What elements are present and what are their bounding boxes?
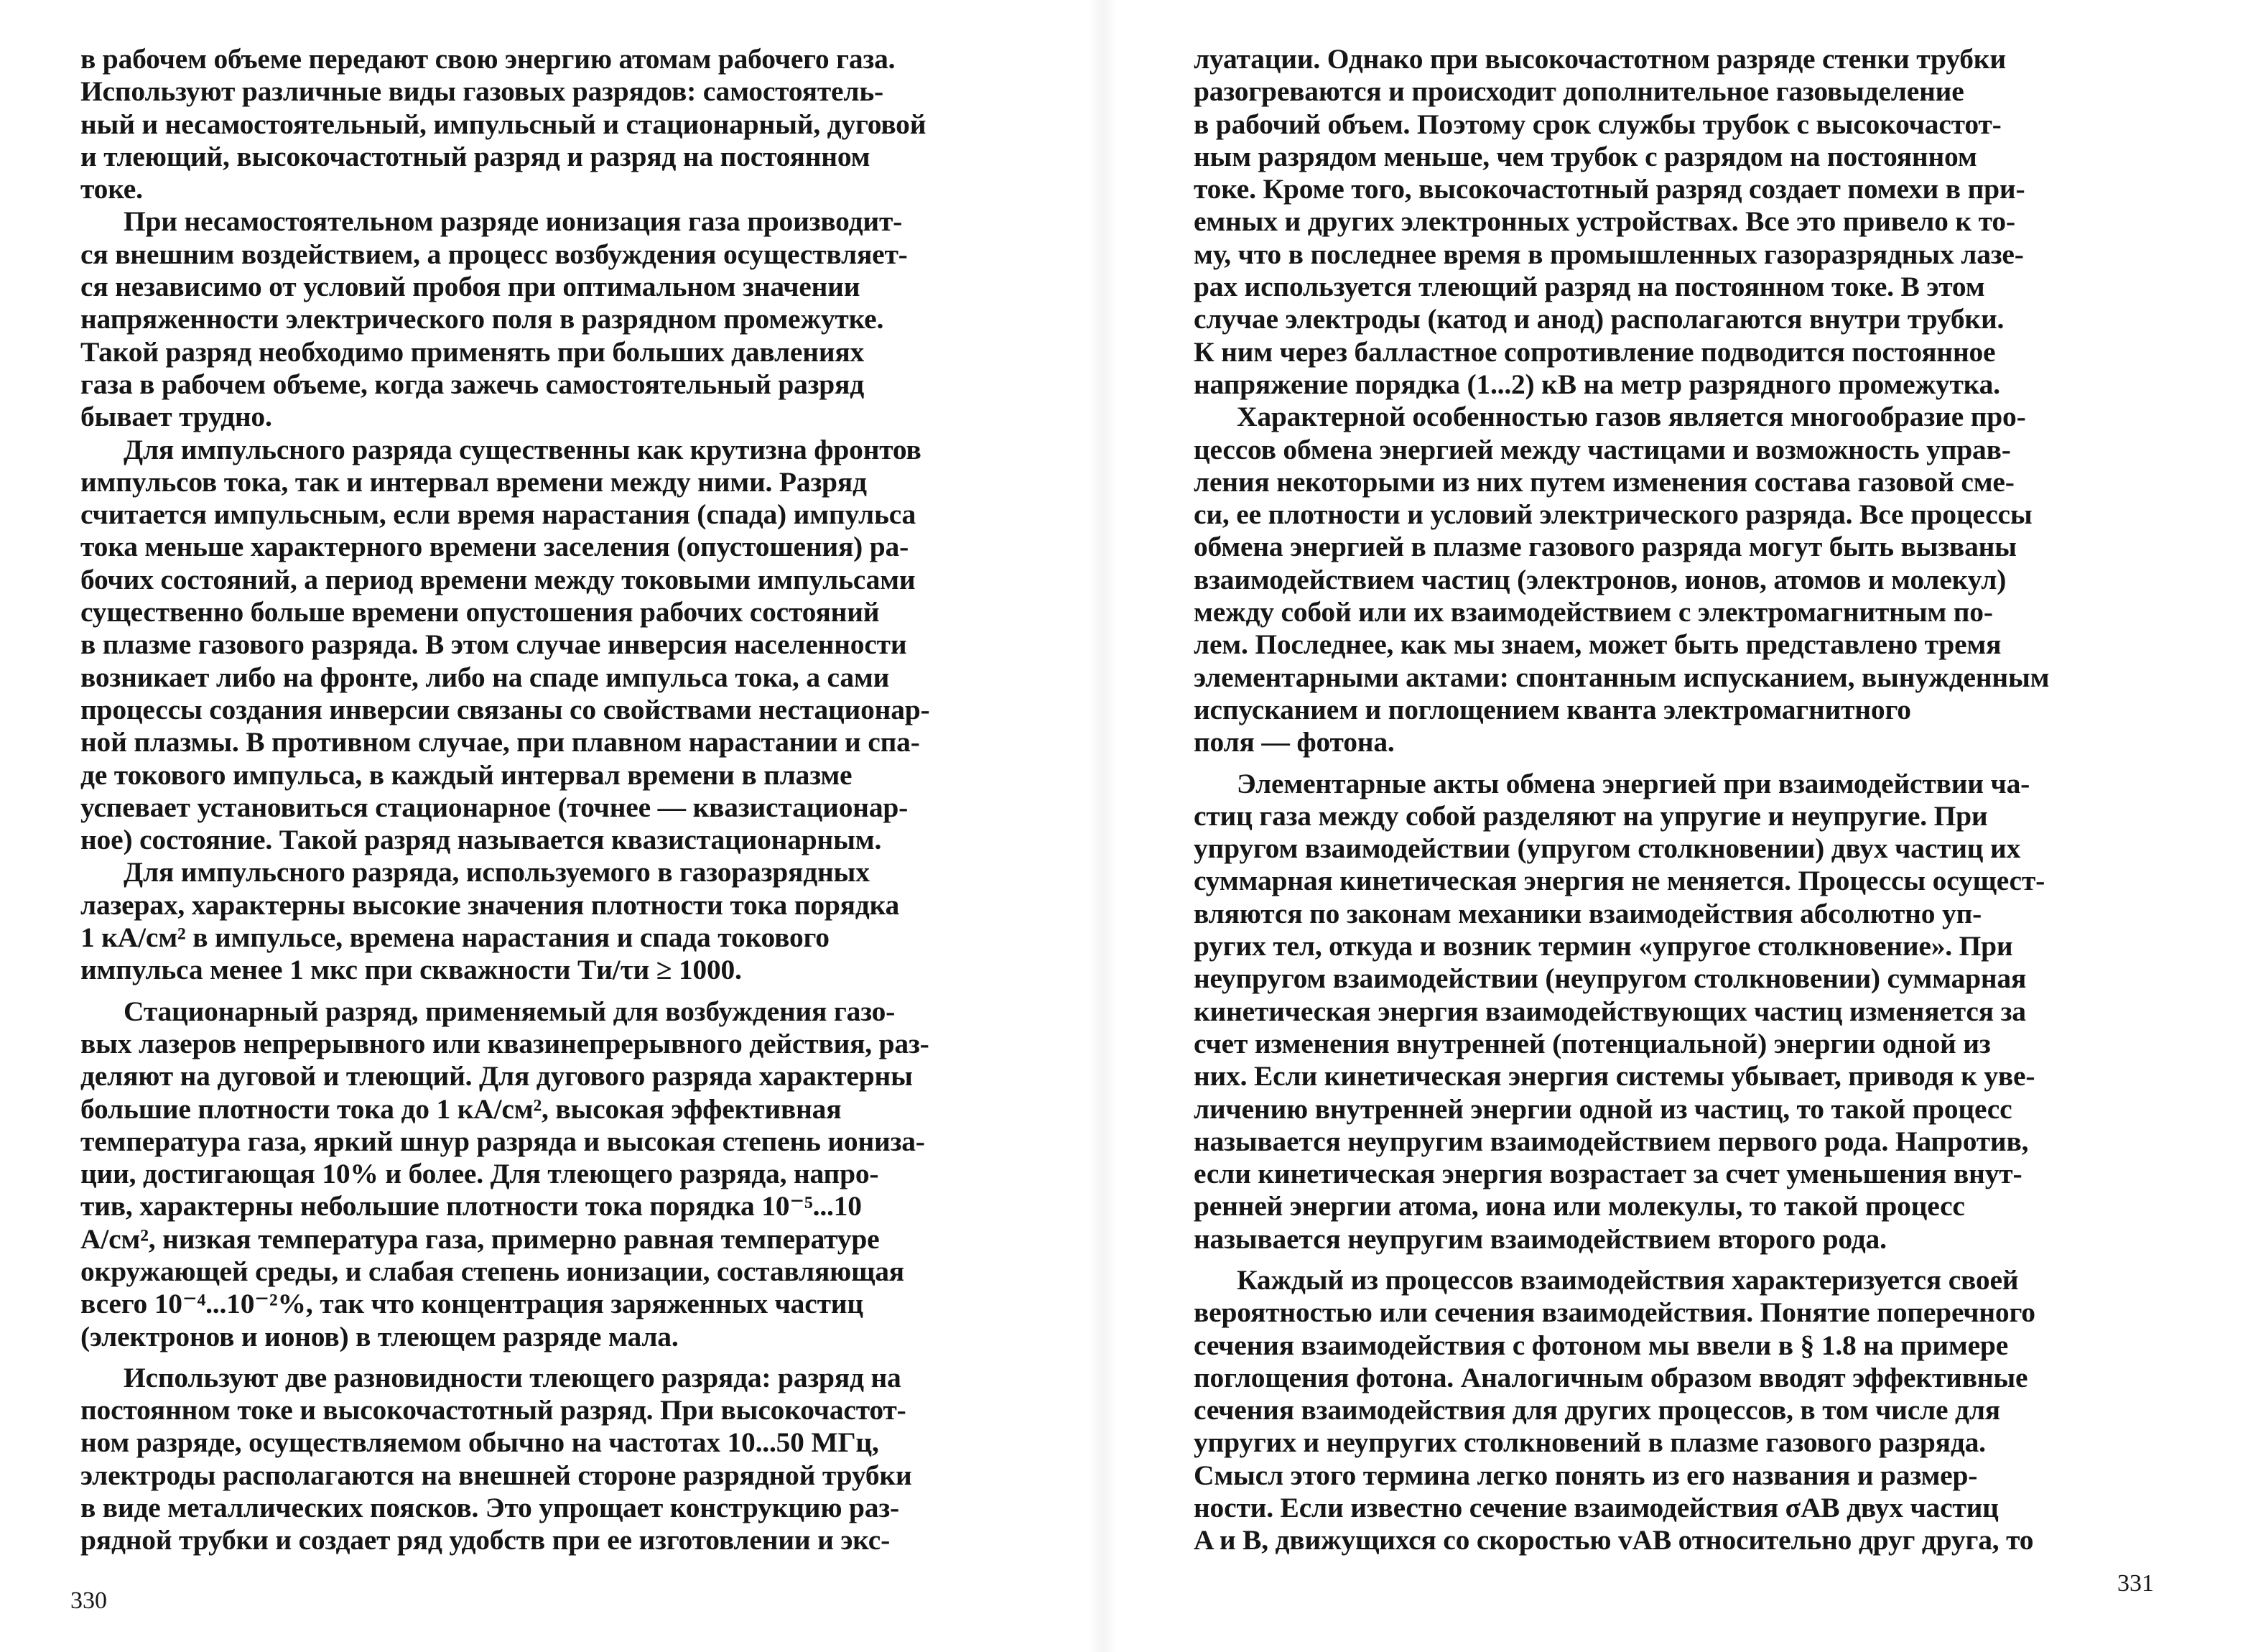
text-line: токе. Кроме того, высокочастотный разряд создает помехи в при- xyxy=(1194,173,2025,205)
text-line: всего 10⁻⁴...10⁻²%, так что концентрация заряженных частиц xyxy=(80,1288,863,1320)
text-line: ренней энергии атома, иона или молекулы, то такой процесс xyxy=(1194,1190,1965,1222)
text-line: большие плотности тока до 1 кА/см², высокая эффективная xyxy=(80,1092,842,1125)
text-line: и тлеющий, высокочастотный разряд и разряд на постоянном xyxy=(80,140,870,172)
text-line: А/см², низкая температура газа, примерно равная температуре xyxy=(80,1222,880,1255)
text-line: испусканием и поглощением кванта электромагнитного xyxy=(1194,693,1911,725)
text-line: ное) состояние. Такой разряд называется квазистационарным. xyxy=(80,824,882,856)
text-line: сечения взаимодействия для других процессов, в том числе для xyxy=(1194,1394,2000,1426)
text-line: называется неупругим взаимодействием первого рода. Напротив, xyxy=(1194,1125,2029,1157)
text-line: процессы создания инверсии связаны со свойствами нестационар- xyxy=(80,693,930,725)
text-line: деляют на дуговой и тлеющий. Для дугового разряда характерны xyxy=(80,1060,913,1092)
text-line: ным разрядом меньше, чем трубок с разрядом на постоянном xyxy=(1194,140,1977,172)
text-line: существенно больше времени опустошения рабочих состояний xyxy=(80,596,880,628)
text-line: успевает установиться стационарное (точнее — квазистационар- xyxy=(80,791,909,823)
text-line: рядной трубки и создает ряд удобств при ее изготовлении и экс- xyxy=(80,1524,891,1556)
text-line: импульса менее 1 мкс при скважности Tи/τи ≥ 1000. xyxy=(80,954,742,986)
text-line: поглощения фотона. Аналогичным образом вводят эффективные xyxy=(1194,1361,2028,1393)
text-line: в виде металлических поясков. Это упрощает конструкцию раз- xyxy=(80,1492,899,1524)
text-line: ругих тел, откуда и возник термин «упругое столкновение». При xyxy=(1194,930,2013,962)
text-line: Каждый из процессов взаимодействия характеризуется своей xyxy=(1237,1263,2019,1296)
text-line: Такой разряд необходимо применять при больших давлениях xyxy=(80,335,865,368)
text-line: Элементарные акты обмена энергией при взаимодействии ча- xyxy=(1237,767,2030,799)
text-line: Используют различные виды газовых разрядов: самостоятель- xyxy=(80,75,883,108)
text-line: ся внешним воздействием, а процесс возбуждения осуществляет- xyxy=(80,238,908,270)
text-line: тока меньше характерного времени заселения (опустошения) ра- xyxy=(80,531,909,563)
text-line: называется неупругим взаимодействием второго рода. xyxy=(1194,1222,1887,1255)
text-line: ной плазмы. В противном случае, при плавном нарастании и спа- xyxy=(80,726,920,758)
text-line: между собой или их взаимодействием с электромагнитным по- xyxy=(1194,596,1993,628)
text-line: К ним через балластное сопротивление подводится постоянное xyxy=(1194,335,1996,368)
text-line: в плазме газового разряда. В этом случае инверсия населенности xyxy=(80,628,907,661)
text-line: взаимодействием частиц (электронов, ионов, атомов и молекул) xyxy=(1194,563,2007,595)
text-line: случае электроды (катод и анод) располагаются внутри трубки. xyxy=(1194,303,2005,335)
text-line: суммарная кинетическая энергия не меняется. Процессы осущест- xyxy=(1194,865,2045,897)
text-line: напряженности электрического поля в разрядном промежутке. xyxy=(80,303,884,335)
text-line: рах используется тлеющий разряд на постоянном токе. В этом xyxy=(1194,271,1985,303)
text-line: A и B, движущихся со скоростью vAB относительно друг друга, то xyxy=(1194,1524,2034,1556)
text-line: вых лазеров непрерывного или квазинепрерывного действия, раз- xyxy=(80,1027,929,1059)
text-line: му, что в последнее время в промышленных газоразрядных лазе- xyxy=(1194,238,2024,270)
text-line: возникает либо на фронте, либо на спаде импульса тока, а сами xyxy=(80,661,890,693)
text-line: Стационарный разряд, применяемый для возбуждения газо- xyxy=(124,995,896,1027)
text-line: ный и несамостоятельный, импульсный и стационарный, дуговой xyxy=(80,108,926,140)
text-line: При несамостоятельном разряде ионизация газа производит- xyxy=(124,205,903,238)
text-line: электроды располагаются на внешней стороне разрядной трубки xyxy=(80,1459,912,1491)
text-line: в рабочий объем. Поэтому срок службы трубок с высокочастот- xyxy=(1194,108,2002,140)
text-line: ления некоторыми из них путем изменения состава газовой сме- xyxy=(1194,465,2015,498)
text-line: напряжение порядка (1...2) кВ на метр разрядного промежутка. xyxy=(1194,368,2000,400)
text-line: цессов обмена энергией между частицами и возможность управ- xyxy=(1194,433,2011,465)
text-line: де токового импульса, в каждый интервал времени в плазме xyxy=(80,758,853,791)
text-line: токе. xyxy=(80,173,143,205)
text-line: сечения взаимодействия с фотоном мы ввели в § 1.8 на примере xyxy=(1194,1329,2009,1361)
text-line: Смысл этого термина легко понять из его названия и размер- xyxy=(1194,1459,1978,1491)
left-page-number: 330 xyxy=(70,1587,107,1614)
text-line: счет изменения внутренней (потенциальной) энергии одной из xyxy=(1194,1027,1991,1059)
text-line: си, ее плотности и условий электрического разряда. Все процессы xyxy=(1194,498,2033,531)
text-line: стиц газа между собой разделяют на упругие и неупругие. При xyxy=(1194,799,1988,832)
text-line: вляются по законам механики взаимодействия абсолютно уп- xyxy=(1194,897,1982,929)
right-page-text xyxy=(1194,43,2165,1557)
text-line: упругих и неупругих столкновений в плазме газового разряда. xyxy=(1194,1426,1986,1459)
text-line: луатации. Однако при высокочастотном разряде стенки трубки xyxy=(1194,43,2006,75)
text-line: окружающей среды, и слабая степень ионизации, составляющая xyxy=(80,1255,904,1287)
text-line: ности. Если известно сечение взаимодействия σAB двух частиц xyxy=(1194,1492,1999,1524)
text-line: импульсов тока, так и интервал времени между ними. Разряд xyxy=(80,465,867,498)
text-line: Используют две разновидности тлеющего разряда: разряд на xyxy=(124,1361,901,1393)
text-line: тив, характерны небольшие плотности тока порядка 10⁻⁵...10 xyxy=(80,1190,862,1222)
book-gutter xyxy=(1088,0,1117,1652)
text-line: газа в рабочем объеме, когда зажечь самостоятельный разряд xyxy=(80,368,865,400)
text-line: емных и других электронных устройствах. Все это привело к то- xyxy=(1194,205,2015,238)
text-line: (электронов и ионов) в тлеющем разряде мала. xyxy=(80,1320,679,1352)
text-line: лазерах, характерны высокие значения плотности тока порядка xyxy=(80,888,900,921)
text-line: элементарными актами: спонтанным испусканием, вынужденным xyxy=(1194,661,2050,693)
text-line: 1 кА/см² в импульсе, времена нарастания и спада токового xyxy=(80,922,830,954)
text-line: температура газа, яркий шнур разряда и высокая степень иониза- xyxy=(80,1125,925,1157)
text-line: обмена энергией в плазме газового разряда могут быть вызваны xyxy=(1194,531,2017,563)
text-line: постоянном токе и высокочастотный разряд. При высокочастот- xyxy=(80,1394,906,1426)
text-line: лем. Последнее, как мы знаем, может быть представлено тремя xyxy=(1194,628,2002,661)
text-line: разогреваются и происходит дополнительное газовыделение xyxy=(1194,75,1964,108)
text-line: если кинетическая энергия возрастает за счет уменьшения внут- xyxy=(1194,1158,2022,1190)
right-page-number: 331 xyxy=(2117,1570,2154,1597)
text-line: неупругом взаимодействии (неупругом столкновении) суммарная xyxy=(1194,962,2027,995)
text-line: упругом взаимодействии (упругом столкновении) двух частиц их xyxy=(1194,832,2021,865)
text-line: в рабочем объеме передают свою энергию атомам рабочего газа. xyxy=(80,43,896,75)
text-line: Характерной особенностью газов является многообразие про- xyxy=(1237,401,2026,433)
text-line: ся независимо от условий пробоя при оптимальном значении xyxy=(80,271,860,303)
text-line: Для импульсного разряда, используемого в газоразрядных xyxy=(124,856,870,888)
text-line: ном разряде, осуществляемом обычно на частотах 10...50 МГц, xyxy=(80,1426,879,1459)
text-line: кинетическая энергия взаимодействующих частиц изменяется за xyxy=(1194,995,2026,1027)
text-line: вероятностью или сечения взаимодействия. Понятие поперечного xyxy=(1194,1296,2035,1329)
text-line: личению внутренней энергии одной из частиц, то такой процесс xyxy=(1194,1092,2012,1125)
left-page-text xyxy=(80,43,1020,1557)
text-line: Для импульсного разряда существенны как крутизна фронтов xyxy=(124,433,921,465)
text-line: них. Если кинетическая энергия системы убывает, приводя к уве- xyxy=(1194,1060,2035,1092)
text-line: бочих состояний, а период времени между токовыми импульсами xyxy=(80,563,916,595)
text-line: поля — фотона. xyxy=(1194,726,1395,758)
text-line: считается импульсным, если время нарастания (спада) импульса xyxy=(80,498,916,531)
text-line: бывает трудно. xyxy=(80,401,272,433)
text-line: ции, достигающая 10% и более. Для тлеющего разряда, напро- xyxy=(80,1158,879,1190)
